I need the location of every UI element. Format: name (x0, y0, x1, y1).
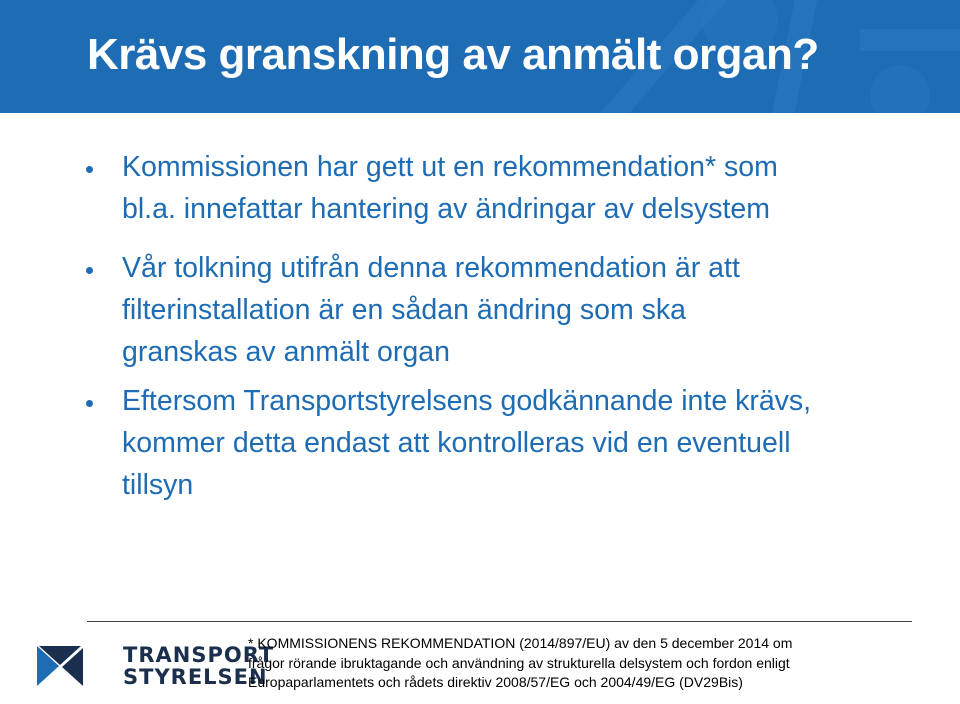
transportstyrelsen-logo (37, 640, 275, 690)
footnote-line: Europaparlamentets och rådets direktiv 2008/57/EG och 2004/49/EG (DV29Bis) (248, 674, 743, 690)
logo-text-line1: TRANSPORT (123, 643, 275, 667)
bullet-text: Vår tolkning utifrån denna rekommendation är att filterinstallation är en sådan ändring som ska granskas av anmält organ (122, 252, 740, 368)
footnote (248, 634, 948, 693)
title-bar (0, 0, 960, 113)
bullet-text: Eftersom Transportstyrelsens godkännande inte krävs, kommer detta endast att kontrolleras vid en eventuell tillsyn (122, 385, 812, 501)
logo-text-line2: STYRELSEN (123, 665, 268, 689)
bullet-dot-icon (86, 166, 93, 173)
bullet-text: Kommissionen har gett ut en rekommendation* som bl.a. innefattar hantering av ändringar av delsystem (122, 151, 778, 225)
bullet-dot-icon (86, 400, 93, 407)
footer-divider (87, 621, 912, 622)
logo-mark-icon (37, 646, 83, 686)
page-title: Krävs granskning av anmält organ? (87, 30, 819, 79)
footnote-line: frågor rörande ibruktagande och användning av strukturella delsystem och fordon enligt (248, 654, 790, 671)
bullet-dot-icon (86, 267, 93, 274)
footnote-line: * KOMMISSIONENS REKOMMENDATION (2014/897/EU) av den 5 december 2014 om (248, 635, 793, 651)
